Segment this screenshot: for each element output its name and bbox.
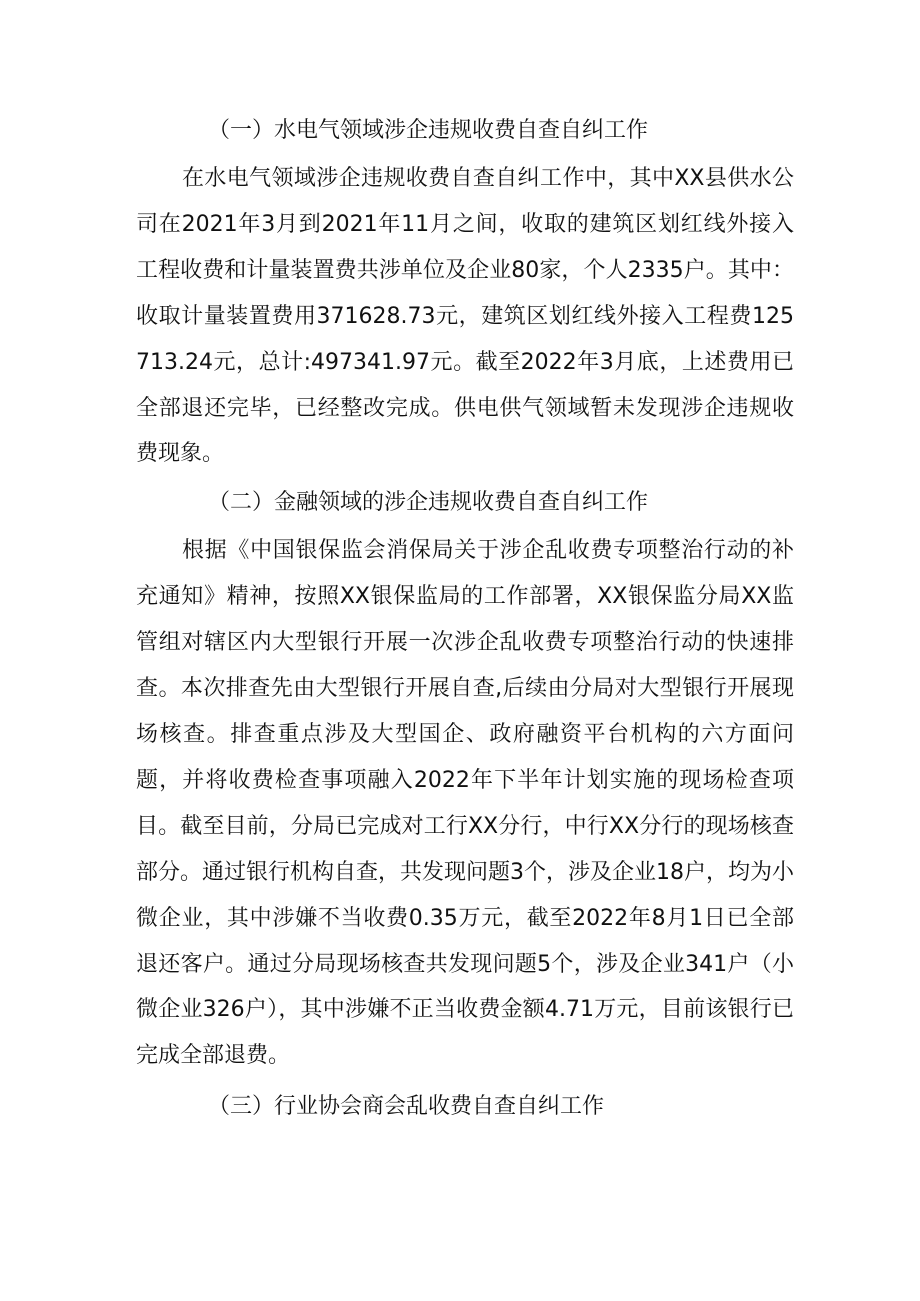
document-body (136, 106, 794, 1132)
section-heading-2: （二）金融领域的涉企违规收费自查自纠工作 (208, 490, 649, 516)
section-paragraph-1: 在水电气领域涉企违规收费自查自纠工作中，其中XX县供水公司在2021年3月到2021年11月之间，收取的建筑区划红线外接入工程收费和计量装置费共涉单位及企业80家，个人2335户。其中：收取计量装置费用371628.73元，建筑区划红线外接入工程费125713.24元，总计:497341.97元。截至2022年3月底，上述费用已全部退还完毕，已经整改完成。供电供气领域暂未发现涉企违规收费现象。 (136, 166, 794, 467)
section-heading-1: （一）水电气领域涉企违规收费自查自纠工作 (208, 118, 649, 143)
section-heading-3: （三）行业协会商会乱收费自查自纠工作 (208, 1094, 605, 1120)
section-paragraph-2: 根据《中国银保监会消保局关于涉企乱收费专项整治行动的补充通知》精神，按照XX银保监局的工作部署，XX银保监分局XX监管组对辖区内大型银行开展一次涉企乱收费专项整治行动的快速排查。本次排查先由大型银行开展自查,后续由分局对大型银行开展现场核查。排查重点涉及大型国企、政府融资平台机构的六方面问题，并将收费检查事项融入2022年下半年计划实施的现场检查项目。截至目前，分局已完成对工行XX分行，中行XX分行的现场核查部分。通过银行机构自查，共发现问题3个，涉及企业18户，均为小微企业，其中涉嫌不当收费0.35万元，截至2022年8月1日已全部退还客户。通过分局现场核查共发现问题5个，涉及企业341户（小微企业326户），其中涉嫌不正当收费金额4.71万元，目前该银行已完成全部退费。 (136, 538, 794, 1069)
